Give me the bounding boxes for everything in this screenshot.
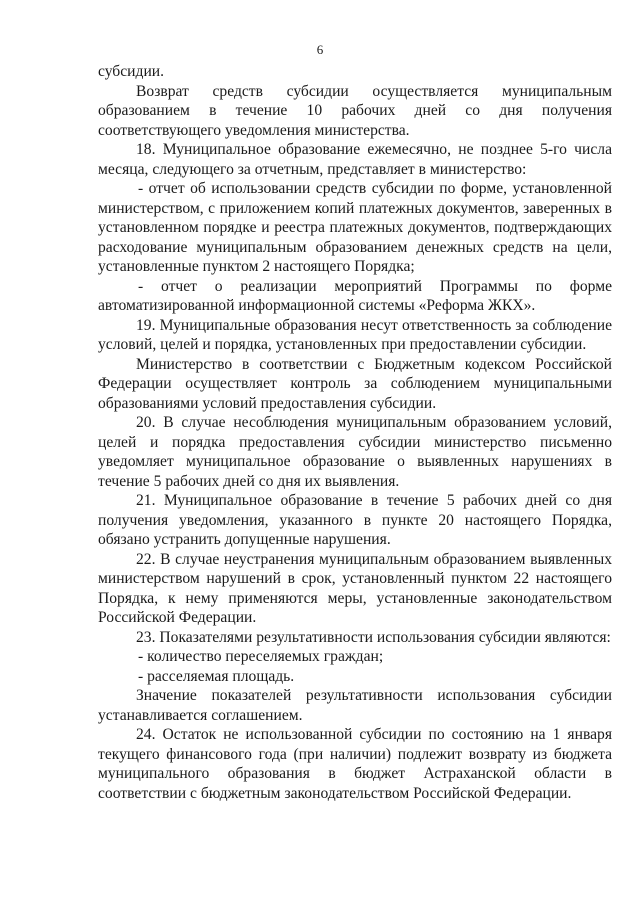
- paragraph-item-19: 19. Муниципальные образования несут ответственность за соблюдение условий, целей и порядка, установленных при предоставлении субсидии.: [98, 316, 612, 353]
- paragraph-item-24: 24. Остаток не использованной субсидии по состоянию на 1 января текущего финансового года (при наличии) подлежит возврату из бюджета муниципального образования в бюджет Астраханской области в соответствии с бюджетным законодательством Российской Федерации.: [98, 726, 612, 802]
- list-item-usage-report: - отчет об использовании средств субсидии по форме, установленной министерством, с приложением копий платежных документов, заверенных в установленном порядке и реестра платежных документов, подтверждающих расходование муниципальным образованием денежных средств на цели, установленные пунктом 2 настоящего Порядка;: [98, 180, 612, 275]
- paragraph-subsidy-return: Возврат средств субсидии осуществляется муниципальным образованием в течение 10 рабочих дней со дня получения соответствующего уведомления министерства.: [98, 82, 612, 139]
- paragraph-item-20: 20. В случае несоблюдения муниципальным образованием условий, целей и порядка предоставления субсидии министерство письменно уведомляет муниципальное образование о выявленных нарушениях в течение 5 рабочих дней со дня их выявления.: [98, 414, 612, 490]
- document-body: [98, 62, 612, 803]
- paragraph-ministry-control: Министерство в соответствии с Бюджетным кодексом Российской Федерации осуществляет контроль за соблюдением муниципальными образованиями условий предоставления субсидии.: [98, 355, 612, 412]
- paragraph-item-22: 22. В случае неустранения муниципальным образованием выявленных министерством нарушений в срок, установленный пунктом 22 настоящего Порядка, к нему применяются меры, установленные законодательством Российской Федерации.: [98, 550, 612, 626]
- paragraph-item-18: 18. Муниципальное образование ежемесячно, не позднее 5-го числа месяца, следующего за отчетным, представляет в министерство:: [98, 141, 612, 178]
- list-item-citizens-count: - количество переселяемых граждан;: [138, 648, 384, 665]
- paragraph-item-23: 23. Показателями результативности использования субсидии являются:: [136, 628, 611, 646]
- paragraph-indicator-values: Значение показателей результативности использования субсидии устанавливается соглашением.: [98, 687, 612, 724]
- list-item-program-report: - отчет о реализации мероприятий Программы по форме автоматизированной информационной системы «Реформа ЖКХ».: [98, 277, 612, 314]
- page-number: 6: [316, 42, 324, 57]
- list-item-resettled-area: - расселяемая площадь.: [138, 667, 295, 685]
- paragraph-continuation: субсидии.: [98, 63, 165, 80]
- paragraph-item-21: 21. Муниципальное образование в течение 5 рабочих дней со дня получения уведомления, указанного в пункте 20 настоящего Порядка, обязано устранить допущенные нарушения.: [98, 492, 612, 548]
